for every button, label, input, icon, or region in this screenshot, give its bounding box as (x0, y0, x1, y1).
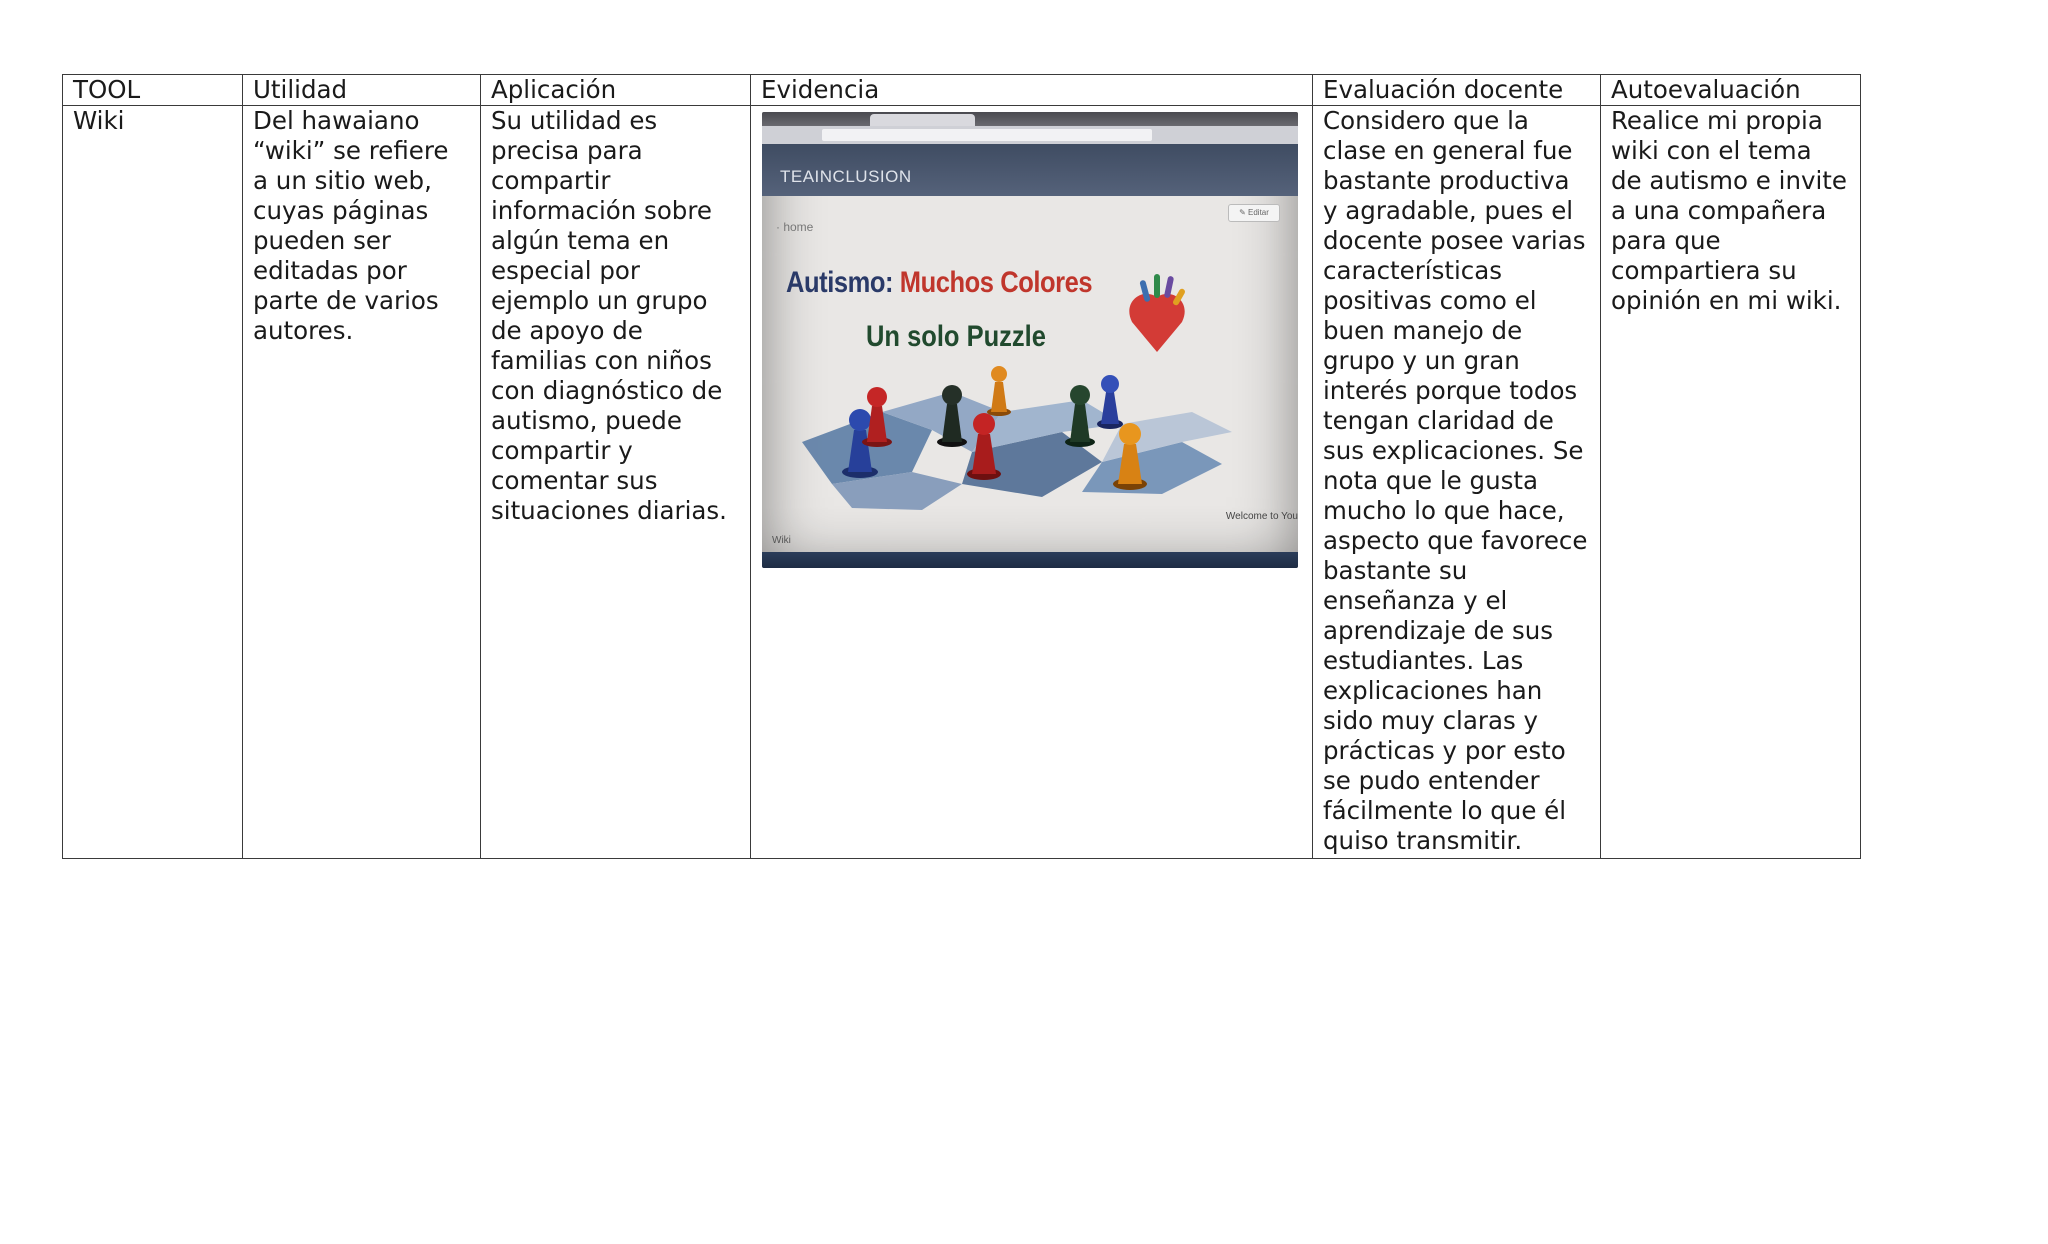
os-taskbar (762, 552, 1298, 568)
nav-home-link: · home (776, 220, 814, 234)
cell-autoevaluacion: Realice mi propia wiki con el tema de autismo e invite a una compañera para que compartiera su opinión en mi wiki. (1601, 106, 1861, 859)
banner-title-part2: Muchos Colores (899, 266, 1093, 299)
header-evaluacion: Evaluación docente (1313, 75, 1601, 106)
cell-aplicacion: Su utilidad es precisa para compartir información sobre algún tema en especial por ejemplo un grupo de apoyo de familias con niños con diagnóstico de autismo, puede compartir y comentar sus situaciones diarias. (481, 106, 751, 859)
header-row (63, 75, 1861, 106)
table-row (63, 106, 1861, 859)
edit-button: ✎ Editar (1228, 204, 1280, 222)
cell-evidencia (751, 106, 1313, 859)
wiki-label: Wiki (772, 535, 791, 546)
site-title: TEAINCLUSION (780, 167, 912, 186)
cell-utilidad: Del hawaiano “wiki” se refiere a un sitio web, cuyas páginas pueden ser editadas por parte de varios autores. (243, 106, 481, 859)
welcome-text: Welcome to You (1225, 511, 1298, 522)
evidence-photo (762, 112, 1298, 568)
header-utilidad: Utilidad (243, 75, 481, 106)
header-autoevaluacion: Autoevaluación (1601, 75, 1861, 106)
tools-table (62, 74, 1861, 859)
cell-evaluacion: Considero que la clase en general fue bastante productiva y agradable, pues el docente posee varias características positivas como el buen manejo de grupo y un gran interés porque todos tengan claridad de sus explicaciones. Se nota que le gusta mucho lo que hace, aspecto que favorece bastante su enseñanza y el aprendizaje de sus estudiantes. Las explicaciones han sido muy claras y prácticas y por esto se pudo entender fácilmente lo que él quiso transmitir. (1313, 106, 1601, 859)
banner-title-line2: Un solo Puzzle (866, 320, 1046, 353)
hand-print-icon (1129, 274, 1186, 352)
header-evidencia: Evidencia (751, 75, 1313, 106)
pawn-blue-right (1097, 375, 1123, 429)
header-aplicacion: Aplicación (481, 75, 751, 106)
cell-tool: Wiki (63, 106, 243, 859)
banner-title-part1: Autismo: (786, 266, 900, 299)
banner-title-line1 (786, 268, 1092, 298)
header-tool: TOOL (63, 75, 243, 106)
